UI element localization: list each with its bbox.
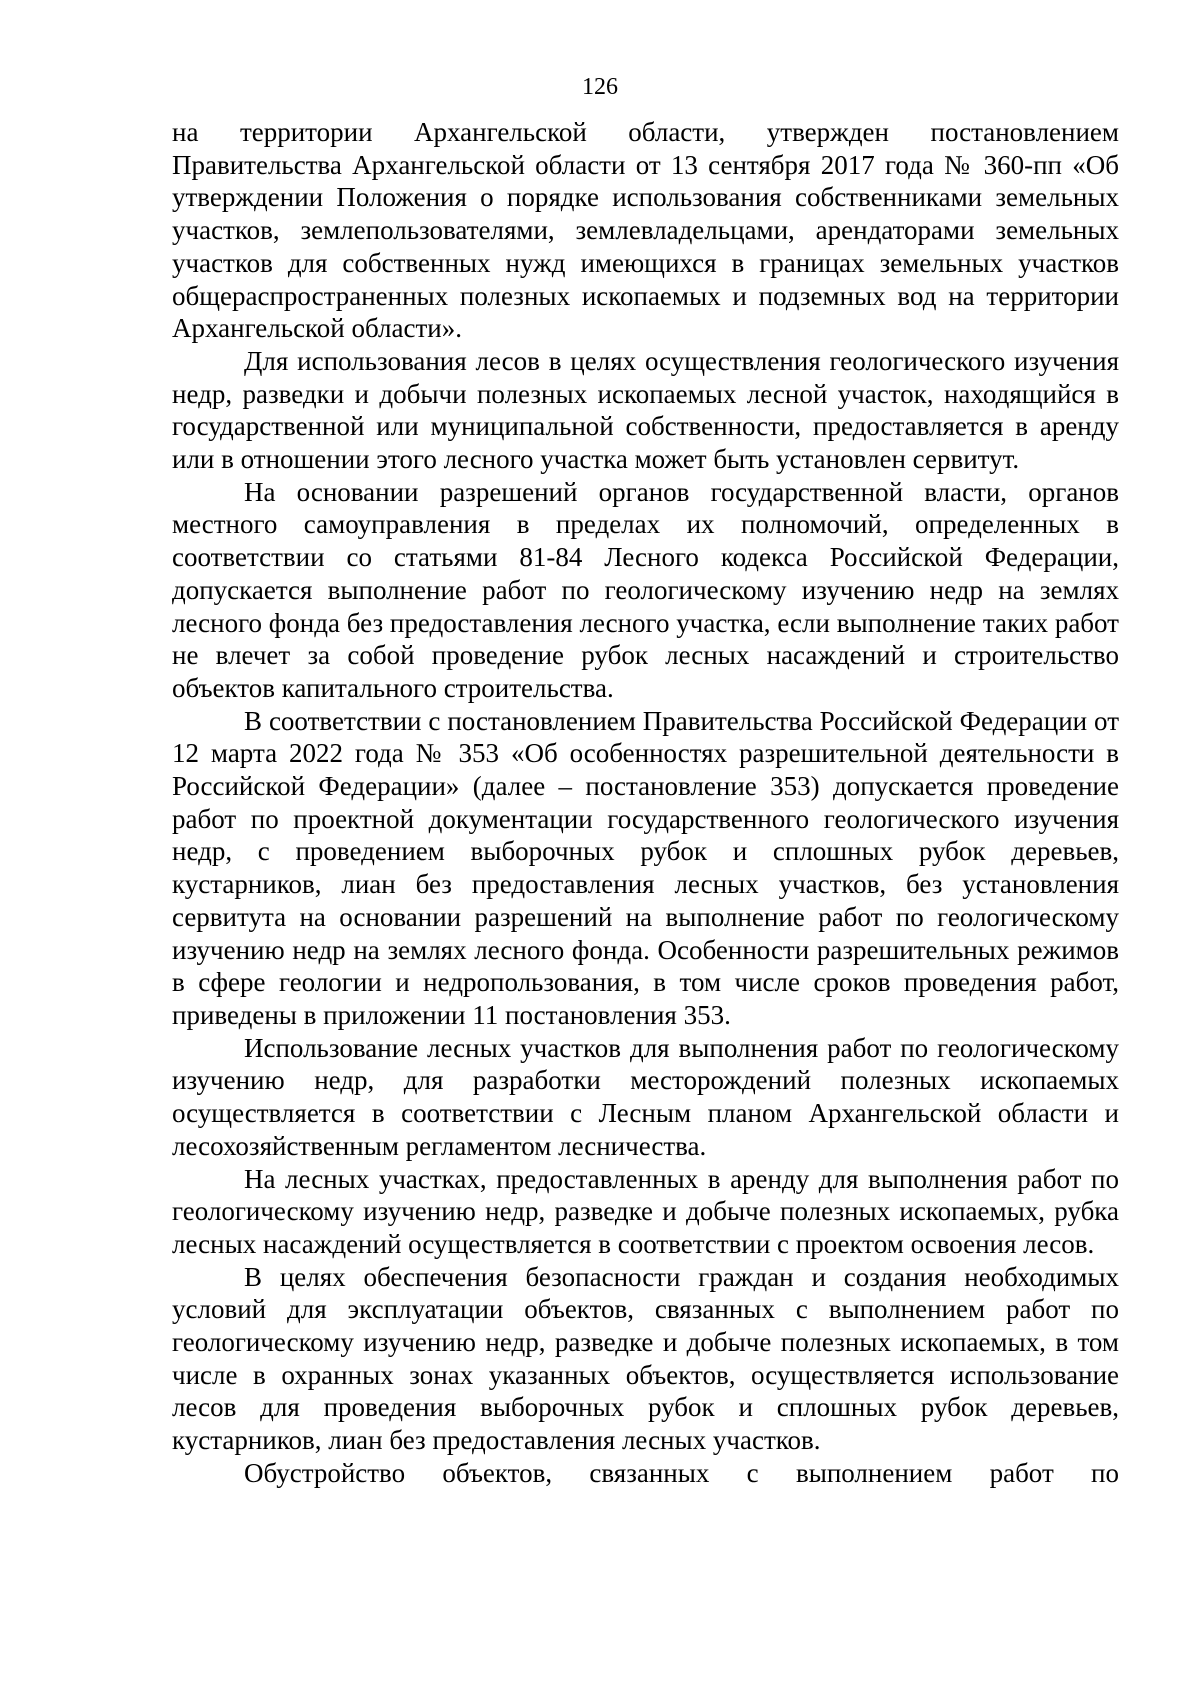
paragraph-forest-use-geology: Для использования лесов в целях осуществления геологического изучения недр, разведки и добычи полезных ископаемых лесной участок, находящийся в государственной или муниципальной собственности, предоставляется в аренду или в отношении этого лесного участка может быть установлен сервитут. (172, 345, 1119, 475)
document-body (172, 116, 1119, 1490)
paragraph-forest-plan: Использование лесных участков для выполнения работ по геологическому изучению недр, для разработки месторождений полезных ископаемых осуществляется в соответствии с Лесным планом Архангельской области и лесохозяйственным регламентом лесничества. (172, 1032, 1119, 1161)
paragraph-continuation: на территории Архангельской области, утвержден постановлением Правительства Архангельской области от 13 сентября 2017 года № 360-пп «Об утверждении Положения о порядке использования собственниками земельных участков, землепользователями, землевладельцами, арендаторами земельных участков для собственных нужд имеющихся в границах земельных участков общераспространенных полезных ископаемых и подземных вод на территории Архангельской области». (172, 117, 1119, 344)
page-number: 126 (582, 74, 618, 100)
paragraph-resolution-353: В соответствии с постановлением Правительства Российской Федерации от 12 марта 2022 года № 353 «Об особенностях разрешительной деятельности в Российской Федерации» (далее – постановление 353) допускается проведение работ по проектной документации государственного геологического изучения недр, с проведением выборочных рубок и сплошных рубок деревьев, кустарников, лиан без предоставления лесных участков, без установления сервитута на основании разрешений на выполнение работ по геологическому изучению недр на землях лесного фонда. Особенности разрешительных режимов в сфере геологии и недропользования, в том числе сроков проведения работ, приведены в приложении 11 постановления 353. (172, 705, 1119, 1030)
paragraph-lease-felling: На лесных участках, предоставленных в аренду для выполнения работ по геологическому изучению недр, разведке и добыче полезных ископаемых, рубка лесных насаждений осуществляется в соответствии с проектом освоения лесов. (172, 1163, 1119, 1259)
paragraph-safety: В целях обеспечения безопасности граждан и создания необходимых условий для эксплуатации объектов, связанных с выполнением работ по геологическому изучению недр, разведке и добыче полезных ископаемых, в том числе в охранных зонах указанных объектов, осуществляется использование лесов для проведения выборочных рубок и сплошных рубок деревьев, кустарников, лиан без предоставления лесных участков. (172, 1261, 1119, 1456)
paragraph-permits: На основании разрешений органов государственной власти, органов местного самоуправления в пределах их полномочий, определенных в соответствии со статьями 81-84 Лесного кодекса Российской Федерации, допускается выполнение работ по геологическому изучению недр на землях лесного фонда без предоставления лесного участка, если выполнение таких работ не влечет за собой проведение рубок лесных насаждений и строительство объектов капитального строительства. (172, 476, 1119, 703)
paragraph-construction: Обустройство объектов, связанных с выполнением работ по (244, 1457, 1119, 1488)
